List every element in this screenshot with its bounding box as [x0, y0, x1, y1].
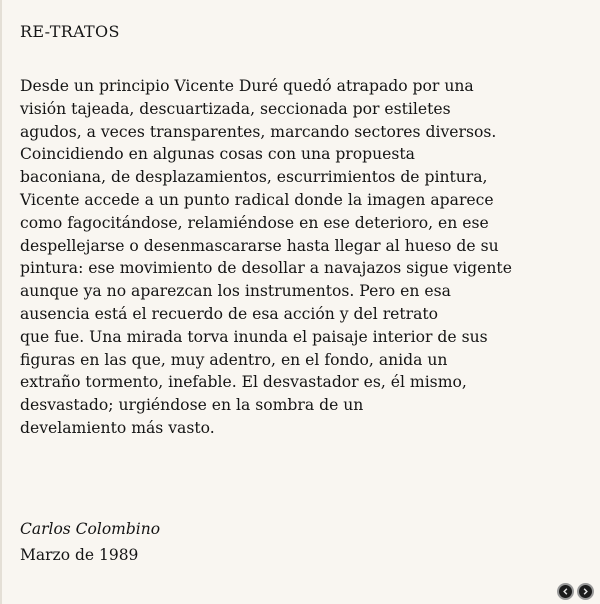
chevron-left-icon: [561, 587, 570, 596]
text-line: como fagocitándose, relamiéndose en ese deterioro, en ese: [20, 213, 489, 232]
text-line: figuras en las que, muy adentro, en el fondo, anida un: [20, 350, 448, 369]
text-line: agudos, a veces transparentes, marcando sectores diversos.: [20, 122, 497, 141]
text-line: ausencia está el recuerdo de esa acción y del retrato: [20, 304, 439, 323]
text-line: aunque ya no aparezcan los instrumentos. Pero en esa: [20, 282, 451, 301]
previous-button[interactable]: [557, 583, 574, 600]
text-line: pintura: ese movimiento de desollar a navajazos sigue vigente: [20, 259, 512, 278]
text-line: baconiana, de desplazamientos, escurrimientos de pintura,: [20, 168, 488, 187]
text-line: visión tajeada, descuartizada, seccionada por estiletes: [20, 99, 451, 118]
text-line: Desde un principio Vicente Duré quedó atrapado por una: [20, 77, 474, 95]
next-button[interactable]: [577, 583, 594, 600]
body-paragraph: [20, 75, 600, 440]
chevron-right-icon: [581, 587, 590, 596]
author-signature: Carlos Colombino: [20, 520, 161, 538]
navigation-controls: [557, 583, 594, 600]
text-line: despellejarse o desenmascararse hasta llegar al hueso de su: [20, 236, 499, 255]
text-line: Vicente accede a un punto radical donde la imagen aparece: [20, 190, 494, 209]
text-line: desvastado; urgiéndose en la sombra de un: [20, 396, 364, 415]
text-line: que fue. Una mirada torva inunda el paisaje interior de sus: [20, 327, 488, 346]
document-title: RE-TRATOS: [20, 22, 120, 41]
text-line: extraño tormento, inefable. El desvastador es, él mismo,: [20, 373, 467, 392]
text-line: develamiento más vasto.: [20, 418, 215, 437]
text-line: Coincidiendo en algunas cosas con una propuesta: [20, 145, 415, 164]
document-date: Marzo de 1989: [20, 546, 139, 564]
